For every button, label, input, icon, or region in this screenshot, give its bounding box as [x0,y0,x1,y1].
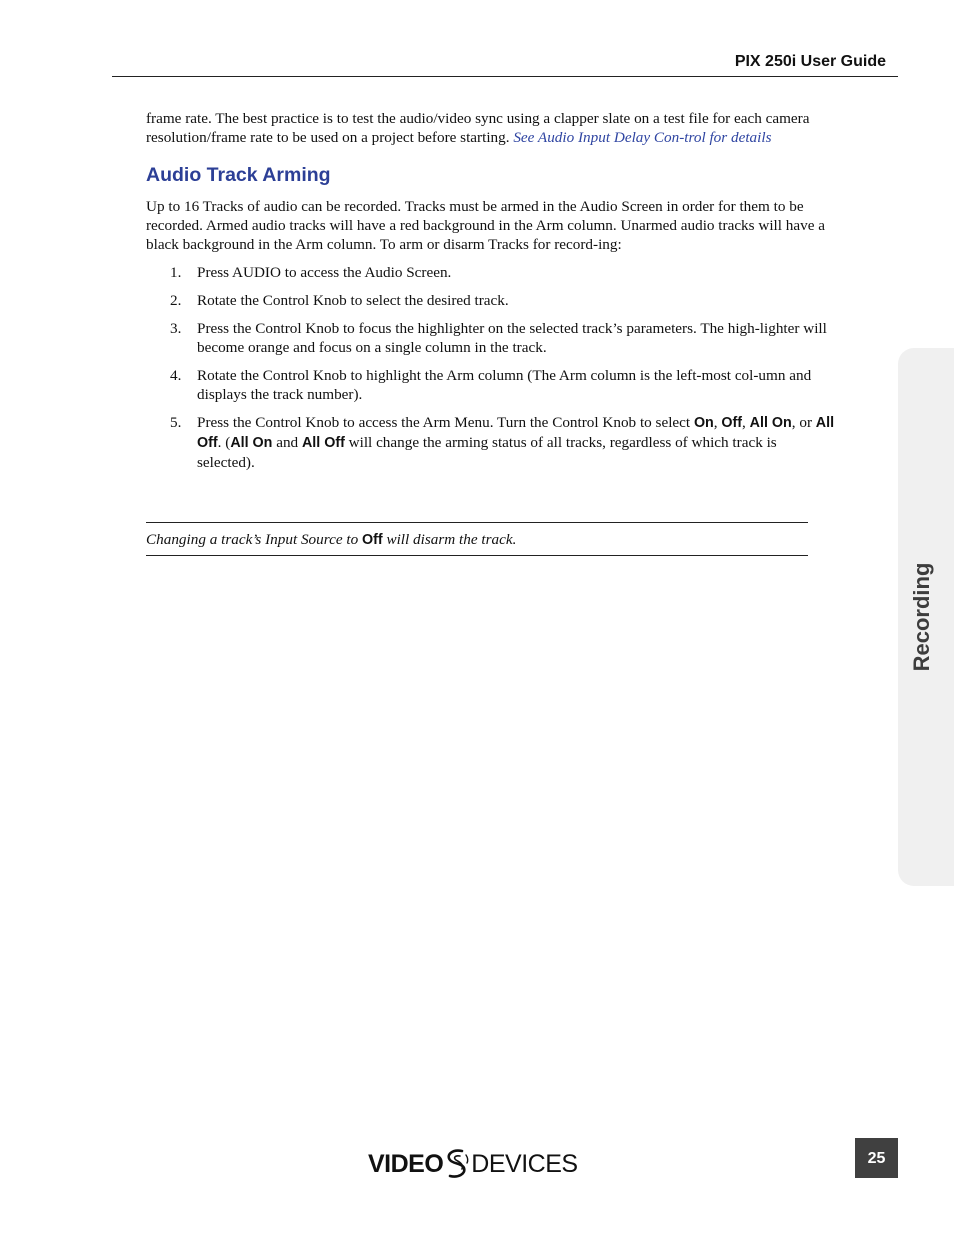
step-text: Press AUDIO to access the Audio Screen. [197,264,452,281]
ui-label-off: Off [361,532,383,548]
ui-label-all-on: All On [749,415,792,431]
step-text: Press the Control Knob to focus the highlighter on the selected track’s parameters. The high-lighter will become orange and focus on a single column in the track. [197,320,827,356]
ui-label-all-off: All Off [197,415,835,451]
audio-input-delay-link[interactable]: See Audio Input Delay Con-trol for details [513,129,772,146]
section-paragraph: Up to 16 Tracks of audio can be recorded. Tracks must be armed in the Audio Screen in order for them to be recorded. Armed audio tracks will have a red background in the Arm column. Unarmed audio tracks will have a black background in the Arm column. To arm or disarm Tracks for record-ing: [146,198,825,253]
step-text: Rotate the Control Knob to select the desired track. [197,292,509,309]
step-text-part: , [713,414,722,431]
step-text: Rotate the Control Knob to highlight the Arm column (The Arm column is the left-most col-umn and displays the track number). [197,367,812,403]
intro-text: frame rate. The best practice is to test the audio/video sync using a clapper slate on a test file for each camera resolution/frame rate to be used on a project before starting. [146,110,810,146]
step-text-part: and [272,434,302,451]
list-item [146,291,836,310]
step-text-part: . ( [217,434,231,451]
step-text-part: will change the arming status of all tracks, regardless of which track is selected). [197,434,777,471]
ui-label-all-on: All On [230,435,273,451]
note-box [146,522,808,556]
step-text-part: Press the Control Knob to access the Arm Menu. Turn the Control Knob to select [197,414,694,431]
list-item [146,263,836,282]
step-text-part: , or [791,414,816,431]
note-text: Changing a track’s Input Source to [146,531,362,548]
chapter-tab-label: Recording [909,562,934,672]
logo-swirl-icon [444,1147,470,1181]
ui-label-on: On [693,415,714,431]
step-number: 2. [170,292,182,309]
ui-label-all-off: All Off [301,435,345,451]
step-number: 3. [170,320,182,337]
list-item [146,319,836,357]
steps-list [146,263,836,472]
intro-paragraph [146,109,836,147]
section-heading: Audio Track Arming [146,164,331,186]
video-devices-logo [368,1147,578,1181]
page-number: 25 [855,1138,898,1178]
header-rule [112,76,898,77]
logo-word-devices: DEVICES [471,1149,578,1178]
logo-word-video: VIDEO [368,1149,444,1178]
ui-label-off: Off [721,415,743,431]
step-number: 1. [170,264,182,281]
step-text-part: , [742,414,750,431]
step-number: 5. [170,414,182,431]
note-text: will disarm the track. [382,531,517,548]
list-item [146,366,836,404]
header-title: PIX 250i User Guide [734,53,886,70]
step-number: 4. [170,367,182,384]
main-content [146,109,836,481]
list-item [146,413,836,472]
step-text [197,413,836,472]
